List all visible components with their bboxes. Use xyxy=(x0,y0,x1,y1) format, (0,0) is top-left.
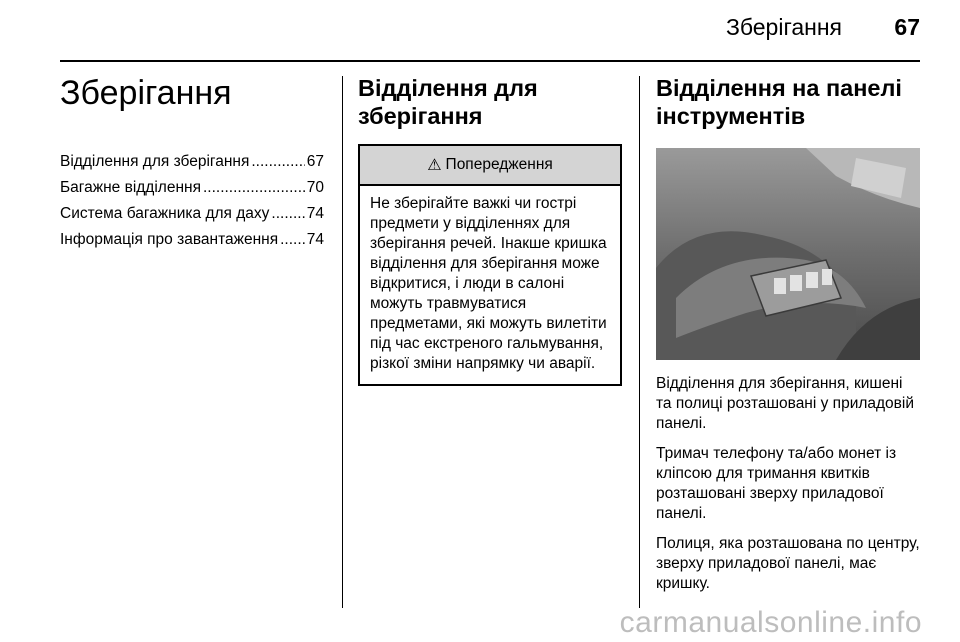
warning-box xyxy=(358,144,622,386)
toc-label: Багажне відділення xyxy=(60,179,201,197)
toc-label: Інформація про завантаження xyxy=(60,231,279,249)
chapter-title: Зберігання xyxy=(60,74,232,112)
toc-entry[interactable] xyxy=(60,227,324,253)
toc-entry[interactable] xyxy=(60,149,324,175)
toc-page: 74 xyxy=(306,205,324,223)
dashboard-storage-photo xyxy=(656,148,920,360)
page-number: 67 xyxy=(894,14,920,40)
warning-heading-text: Попередження xyxy=(445,156,553,173)
column-divider xyxy=(342,76,343,608)
toc-leader xyxy=(280,227,305,253)
toc-label: Система багажника для даху xyxy=(60,205,270,223)
toc-entry[interactable] xyxy=(60,201,324,227)
paragraph: Тримач телефону та/або монет із кліпсою для тримання квитків розташовані зверху приладової панелі. xyxy=(656,445,897,522)
column-divider xyxy=(639,76,640,608)
toc-leader xyxy=(271,201,304,227)
paragraph: Відділення для зберігання, кишені та полиці розташовані у приладовій панелі. xyxy=(656,375,915,432)
toc-leader xyxy=(251,149,304,175)
toc-column xyxy=(60,74,324,253)
warning-heading xyxy=(360,146,620,186)
paragraph: Полиця, яка розташована по центру, зверху приладової панелі, має кришку. xyxy=(656,535,920,592)
warning-triangle-icon: ⚠ xyxy=(427,157,442,174)
dashboard-column xyxy=(656,74,920,604)
watermark: carmanualsonline.info xyxy=(619,606,922,639)
header-rule xyxy=(60,60,920,62)
warning-text: Не зберігайте важкі чи гострі предмети у відділеннях для зберігання речей. Інакше кришка відділення для зберігання може відкритися, і люди в салоні можуть травмуватися предметами, які можуть вилетіти під час екстреного гальмування, різкої зміни напрямку чи аварії. xyxy=(370,195,607,372)
section-title-line: Відділення на панелі xyxy=(656,75,902,101)
header-title: Зберігання xyxy=(725,14,842,40)
section-title-line: Відділення для xyxy=(358,75,538,101)
section-title xyxy=(656,74,920,130)
section-title-line: зберігання xyxy=(358,103,483,129)
toc-entry[interactable] xyxy=(60,175,324,201)
section-title-line: інструментів xyxy=(656,103,806,129)
table-of-contents xyxy=(60,149,324,253)
section-title xyxy=(358,74,622,130)
toc-page: 67 xyxy=(306,153,324,171)
toc-leader xyxy=(203,175,305,201)
toc-page: 74 xyxy=(306,231,324,249)
toc-label: Відділення для зберігання xyxy=(60,153,250,171)
toc-page: 70 xyxy=(306,179,324,197)
storage-column xyxy=(358,74,622,386)
